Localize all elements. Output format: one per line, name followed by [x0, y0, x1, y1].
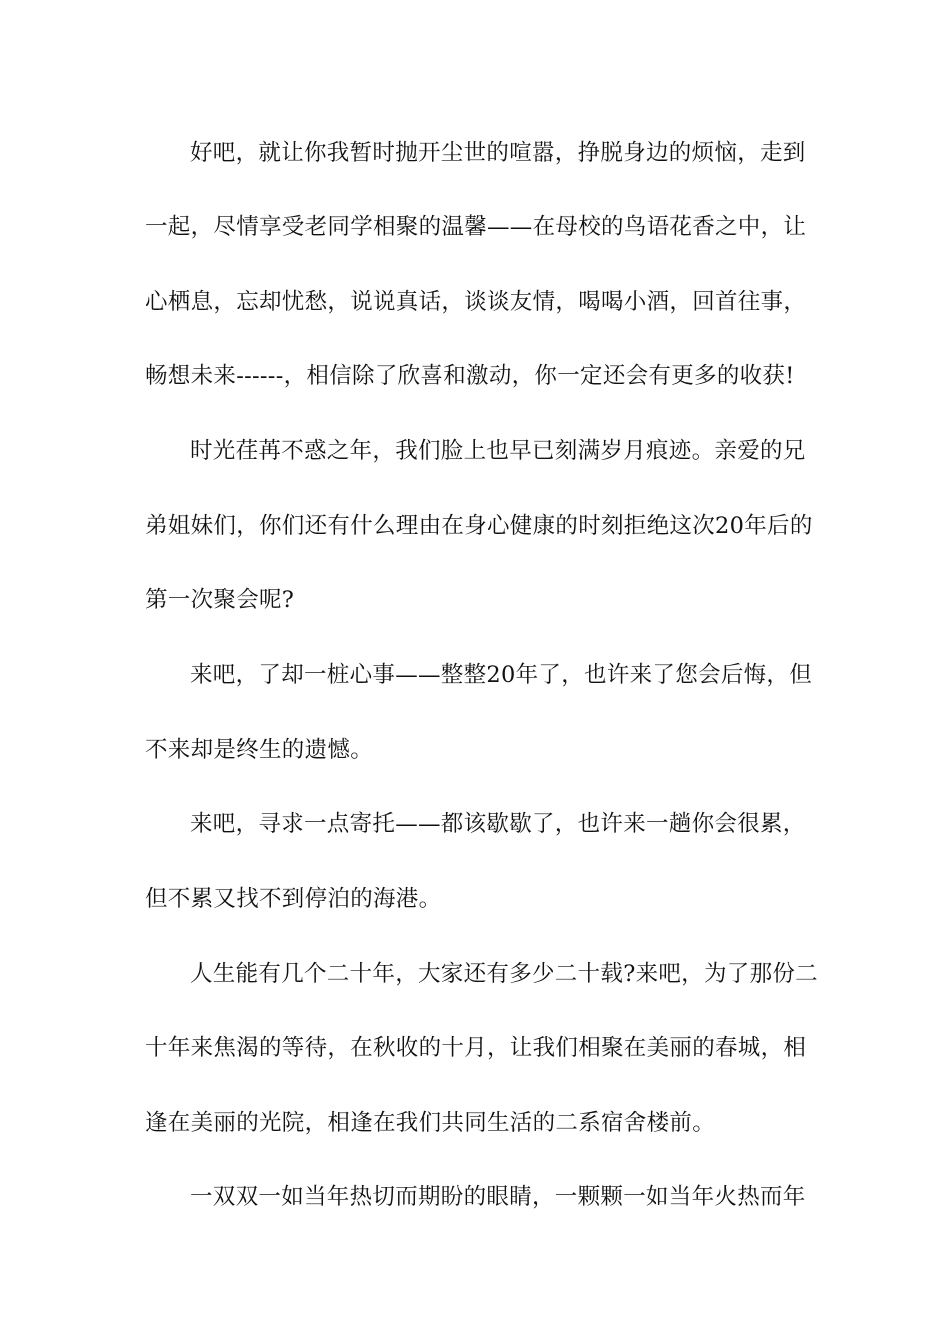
text-line: 一起，尽情享受老同学相聚的温馨——在母校的鸟语花香之中，让	[145, 214, 807, 240]
text-line: 来吧，了却一桩心事——整整20年了，也许来了您会后悔，但	[190, 662, 813, 688]
text-line: 弟姐妹们，你们还有什么理由在身心健康的时刻拒绝这次20年后的	[145, 513, 813, 539]
text-line: 好吧，就让你我暂时抛开尘世的喧嚣，挣脱身边的烦恼，走到	[190, 140, 806, 166]
text-line: 时光荏苒不惑之年，我们脸上也早已刻满岁月痕迹。亲爱的兄	[190, 438, 806, 464]
text-line: 但不累又找不到停泊的海港。	[145, 886, 442, 912]
text-line: 人生能有几个二十年，大家还有多少二十载?来吧，为了那份二	[190, 961, 818, 987]
text-line: 一双双一如当年热切而期盼的眼睛，一颗颗一如当年火热而年	[190, 1184, 806, 1210]
text-line: 逢在美丽的光院，相逢在我们共同生活的二系宿舍楼前。	[145, 1110, 716, 1136]
text-line: 畅想未来------，相信除了欣喜和激动，你一定还会有更多的收获!	[145, 363, 795, 389]
text-line: 来吧，寻求一点寄托——都该歇歇了，也许来一趟你会很累，	[190, 811, 806, 837]
text-line: 不来却是终生的遗憾。	[145, 737, 374, 763]
text-line: 十年来焦渴的等待，在秋收的十月，让我们相聚在美丽的春城，相	[145, 1035, 807, 1061]
text-line: 第一次聚会呢?	[145, 587, 295, 613]
text-line: 心栖息，忘却忧愁，说说真话，谈谈友情，喝喝小酒，回首往事，	[145, 289, 807, 315]
